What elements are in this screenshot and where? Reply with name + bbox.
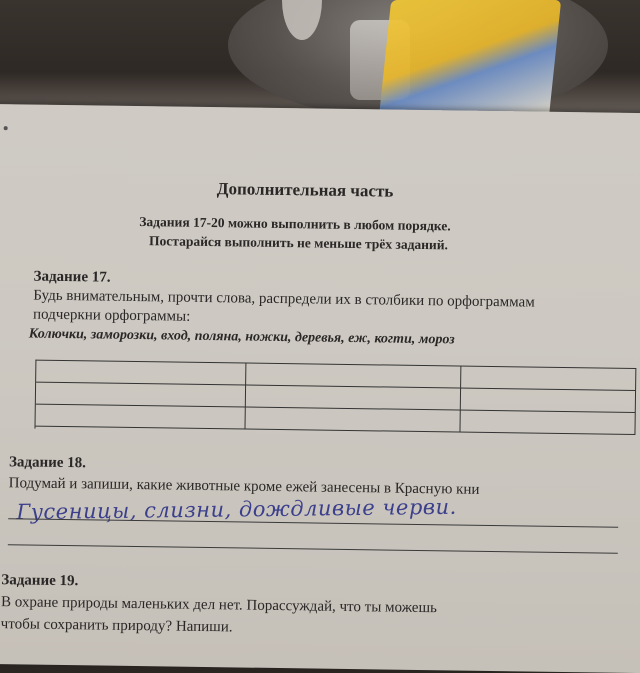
task-18-title: Задание 18. bbox=[8, 454, 87, 472]
task-19-text-line-2: чтобы сохранить природу? Напиши. bbox=[0, 616, 233, 636]
handwritten-answer: Гусеницы, слизни, дождливые черви. bbox=[16, 494, 457, 525]
answer-line-2[interactable] bbox=[8, 544, 618, 554]
table-cell[interactable] bbox=[461, 367, 636, 390]
task-17-word-list: Колючки, заморозки, вход, поляна, ножки, деревья, еж, когти, мороз bbox=[28, 326, 455, 348]
task-17-text-line-1: Будь внимательным, прочти слова, распредели их в столбики по орфограммам bbox=[33, 287, 535, 311]
page-heading: Дополнительная часть bbox=[216, 179, 394, 201]
instruction-line-1: Задания 17-20 можно выполнить в любом порядке. bbox=[139, 214, 451, 234]
table-cell[interactable] bbox=[461, 389, 636, 412]
background-package bbox=[379, 0, 561, 118]
table-cell[interactable] bbox=[245, 408, 460, 432]
task-19-title: Задание 19. bbox=[1, 572, 79, 590]
table-cell[interactable] bbox=[36, 361, 246, 385]
instruction-line-2: Постарайся выполнить не меньше трёх заданий. bbox=[149, 233, 449, 253]
paper-mark bbox=[4, 126, 8, 130]
table-cell[interactable] bbox=[460, 411, 635, 434]
answer-table[interactable] bbox=[34, 360, 636, 437]
table-cell[interactable] bbox=[246, 364, 461, 388]
table-cell[interactable] bbox=[246, 386, 461, 410]
worksheet-page bbox=[0, 104, 640, 673]
task-17-title: Задание 17. bbox=[33, 268, 111, 286]
task-19-text-line-1: В охране природы маленьких дел нет. Порассуждай, что ты можешь bbox=[0, 594, 438, 617]
task-17-text-line-2: подчеркни орфограммы: bbox=[32, 306, 191, 325]
table-cell[interactable] bbox=[36, 405, 246, 429]
task-18-question: Подумай и запиши, какие животные кроме ежей занесены в Красную кни bbox=[8, 475, 480, 498]
table-cell[interactable] bbox=[36, 383, 246, 407]
